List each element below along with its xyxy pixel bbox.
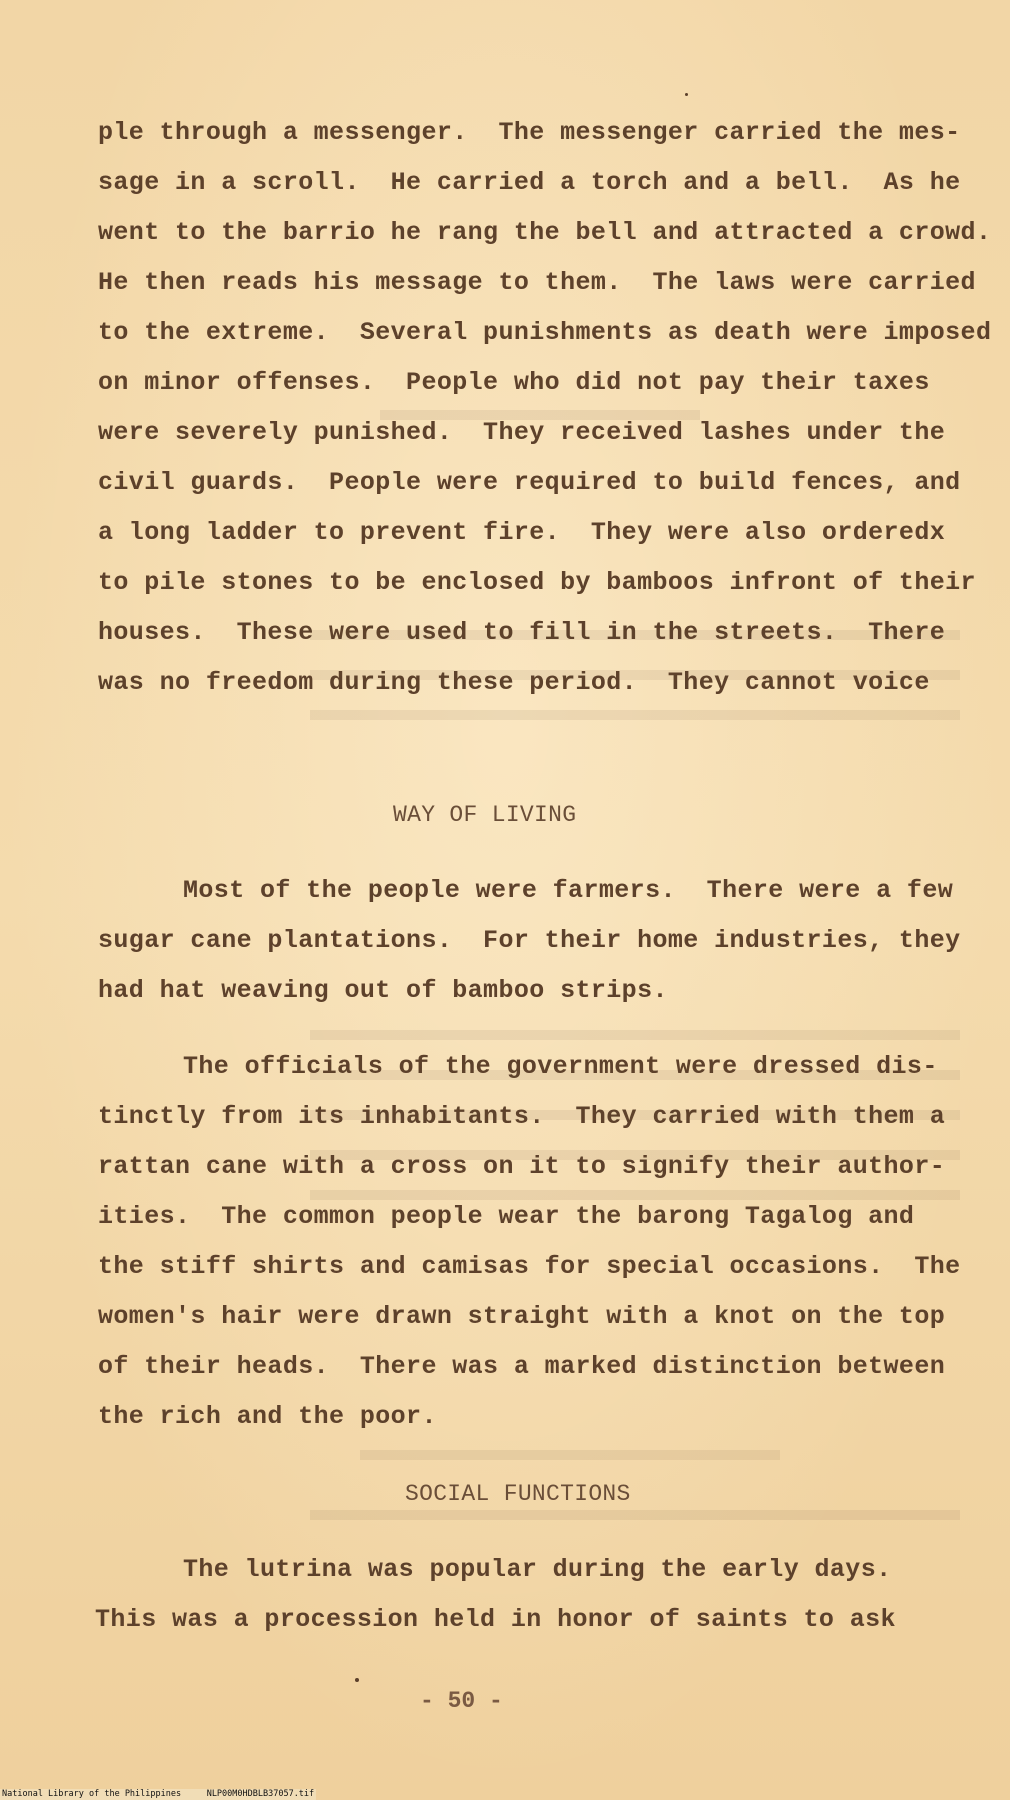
body-line: was no freedom during these period. They cannot voice (98, 668, 930, 697)
body-line: Most of the people were farmers. There were a few (183, 876, 954, 905)
body-line: had hat weaving out of bamboo strips. (98, 976, 668, 1005)
body-line: houses. These were used to fill in the streets. There (98, 618, 946, 647)
body-line: civil guards. People were required to build fences, and (98, 468, 961, 497)
body-line: rattan cane with a cross on it to signify their author- (98, 1152, 946, 1181)
page-number: - 50 - (420, 1688, 503, 1714)
body-line: This was a procession held in honor of saints to ask (95, 1605, 896, 1634)
archive-footer: National Library of the Philippines NLP00M0HDBLB37057.tif (2, 1789, 315, 1799)
section-heading-way-of-living: WAY OF LIVING (393, 802, 577, 828)
body-line: The officials of the government were dressed dis- (183, 1052, 938, 1081)
ink-speck (685, 93, 688, 96)
body-line: a long ladder to prevent fire. They were also orderedx (98, 518, 946, 547)
body-line: the stiff shirts and camisas for special occasions. The (98, 1252, 961, 1281)
body-line: to pile stones to be enclosed by bamboos infront of their (98, 568, 976, 597)
ink-speck (355, 1678, 359, 1682)
body-line: the rich and the poor. (98, 1402, 437, 1431)
body-line: of their heads. There was a marked distinction between (98, 1352, 946, 1381)
section-heading-social-functions: SOCIAL FUNCTIONS (405, 1481, 631, 1507)
body-line: The lutrina was popular during the early days. (183, 1555, 892, 1584)
body-line: went to the barrio he rang the bell and attracted a crowd. (98, 218, 992, 247)
body-line: He then reads his message to them. The laws were carried (98, 268, 976, 297)
body-line: to the extreme. Several punishments as death were imposed (98, 318, 992, 347)
body-line: ple through a messenger. The messenger carried the mes- (98, 118, 961, 147)
body-line: sage in a scroll. He carried a torch and a bell. As he (98, 168, 961, 197)
body-line: tinctly from its inhabitants. They carried with them a (98, 1102, 946, 1131)
body-line: on minor offenses. People who did not pay their taxes (98, 368, 930, 397)
body-line: sugar cane plantations. For their home industries, they (98, 926, 961, 955)
body-line: were severely punished. They received lashes under the (98, 418, 946, 447)
body-line: women's hair were drawn straight with a knot on the top (98, 1302, 946, 1331)
body-line: ities. The common people wear the barong Tagalog and (98, 1202, 915, 1231)
